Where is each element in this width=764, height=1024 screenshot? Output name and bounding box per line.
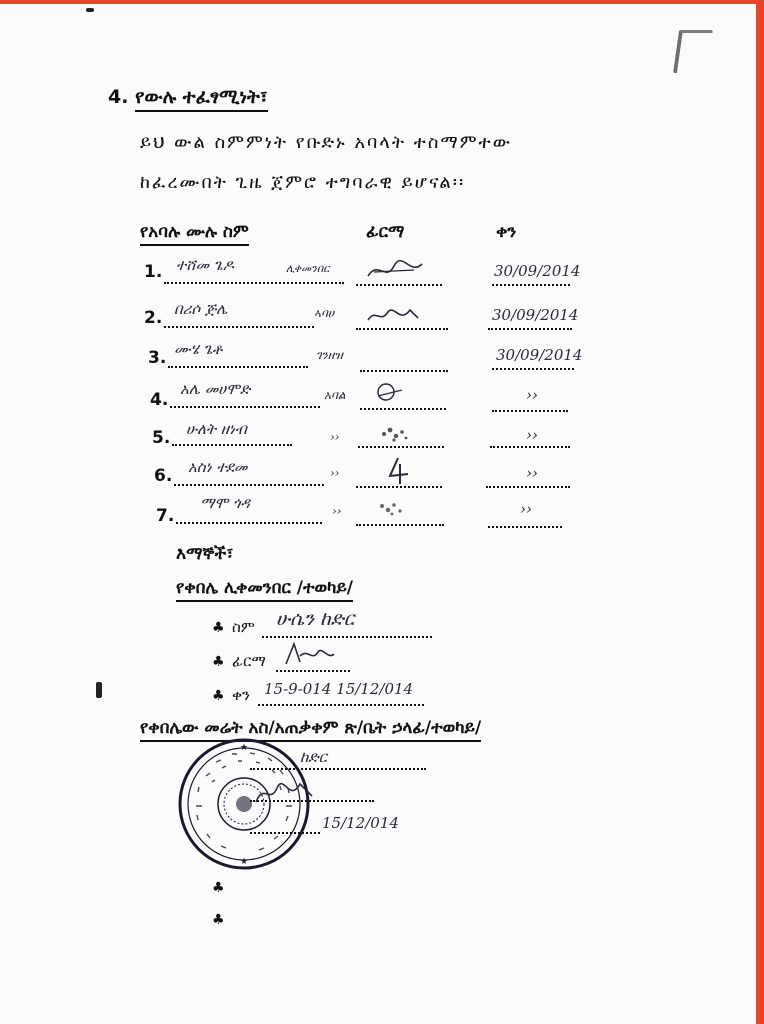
receiver-name: ሁሴን ከድር — [276, 608, 355, 630]
member-role: ሊቀመንበር — [286, 262, 330, 275]
scan-mark — [86, 8, 94, 12]
receiver-title: የቀበሌ ሊቀመንበር /ተወካይ/ — [176, 578, 353, 602]
member-name: ሙሄ ጌቶ — [174, 340, 223, 358]
bullet-icon: ♣ — [212, 688, 225, 704]
section-heading — [108, 86, 268, 108]
scan-mark — [96, 682, 102, 698]
paragraph-line-2: ከፈረሙበት ጊዜ ጀምሮ ተግባራዊ ይሆናል፡፡ — [140, 172, 466, 193]
member-name: አሌ መሀሞድ — [180, 380, 251, 398]
paragraph-line-1: ይህ ውል ስምምነት የቡድኑ አባላት ተስማምተው — [140, 132, 512, 153]
member-date: 30/09/2014 — [494, 262, 581, 280]
svg-text:★: ★ — [239, 743, 249, 753]
signature-label: ፊርማ — [232, 652, 266, 670]
member-signature — [364, 256, 434, 284]
name-label: ስም — [232, 618, 255, 636]
member-signature — [372, 496, 412, 520]
member-role: ›› — [330, 466, 340, 480]
office-name: ከድር — [300, 748, 327, 766]
column-header-date: ቀን — [496, 222, 517, 242]
member-signature — [366, 302, 426, 328]
row-number: 1. — [144, 262, 163, 282]
witnesses-label: እማኞች፣ — [176, 544, 234, 564]
bullet-icon: ♣ — [212, 654, 225, 670]
column-header-signature: ፊርማ — [366, 222, 405, 242]
receiver-signature — [282, 640, 338, 670]
member-name: ተሸመ ጌዶ — [176, 256, 234, 274]
member-role: አባል — [324, 388, 346, 402]
office-signature — [252, 772, 322, 812]
member-name: ሁለት ዘነብ — [186, 420, 247, 438]
member-date: ›› — [526, 386, 538, 404]
member-signature — [384, 454, 414, 486]
member-role: ›› — [332, 504, 342, 518]
row-number: 6. — [154, 466, 173, 486]
office-date: 15/12/014 — [322, 814, 399, 832]
member-date: ›› — [526, 464, 538, 482]
paper-edge-top — [0, 0, 764, 4]
section-title: የውሉ ተፈፃሚነት፣ — [135, 86, 268, 112]
member-name: አስነ ተደመ — [188, 458, 248, 476]
svg-text:★: ★ — [239, 857, 249, 867]
member-role: ገንዘዝ — [316, 348, 343, 362]
row-number: 2. — [144, 308, 163, 328]
column-header-name: የአባሉ ሙሉ ስም — [140, 222, 249, 246]
member-name: ማሞ ጎዳ — [200, 494, 250, 512]
scan-mark — [673, 30, 713, 73]
member-name: በሪሶ ጅሌ — [174, 300, 228, 318]
row-number: 3. — [148, 348, 167, 368]
row-number: 7. — [156, 506, 175, 526]
member-date: ›› — [520, 500, 532, 518]
section-number: 4. — [108, 86, 129, 108]
member-signature — [376, 422, 416, 446]
date-label: ቀን — [232, 686, 250, 704]
paper-edge-right — [756, 0, 764, 1024]
member-role: ኣባሀ — [314, 306, 335, 320]
row-number: 4. — [150, 390, 169, 410]
receiver-date: 15-9-014 15/12/014 — [264, 680, 414, 698]
row-number: 5. — [152, 428, 171, 448]
member-date: 30/09/2014 — [492, 306, 579, 324]
member-date: ›› — [526, 426, 538, 444]
member-role: ›› — [330, 430, 340, 444]
office-title: የቀበሌው መሬት አስ/አጠቃቀም ጽ/ቤት ኃላፊ/ተወካይ/ — [140, 718, 481, 742]
bullet-icon: ♣ — [212, 880, 225, 896]
bullet-icon: ♣ — [212, 620, 225, 636]
member-signature — [372, 380, 408, 406]
bullet-icon: ♣ — [212, 912, 225, 928]
member-date: 30/09/2014 — [496, 346, 583, 364]
